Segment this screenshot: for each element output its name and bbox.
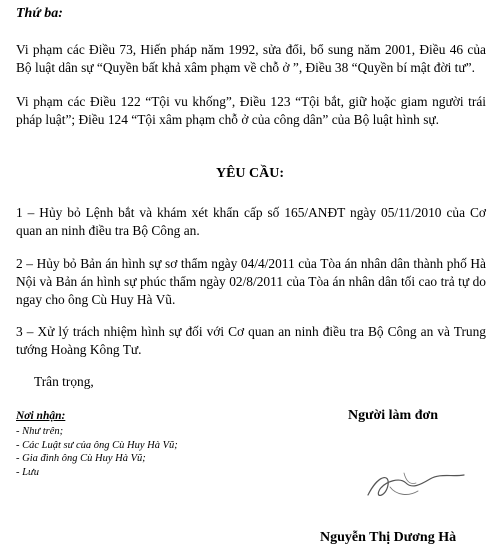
violation-paragraph-2: Vi phạm các Điều 122 “Tội vu khống”, Điều 123 “Tội bắt, giữ hoặc giam người trái pháp luật”; Điều 124 “Tội xâm phạm chỗ ở của công dân” của Bộ luật hình sự. [16,94,486,127]
recipients-list [16,425,178,479]
recipient-item: - Lưu [16,466,39,478]
signer-name: Nguyễn Thị Dương Hà [320,530,457,545]
signature-icon [360,455,470,510]
request-item-2: 2 – Hủy bỏ Bản án hình sự sơ thẩm ngày 04/4/2011 của Tòa án nhân dân thành phố Hà Nội và Bản án hình sự phúc thẩm ngày 02/8/2011 của Tòa án nhân dân tối cao trả tự do ngay cho ông Cù Huy Hà Vũ. [16,256,486,307]
request-item-1: 1 – Hủy bỏ Lệnh bắt và khám xét khẩn cấp số 165/ANĐT ngày 05/11/2010 của Cơ quan an ninh điều tra Bộ Công an. [16,205,486,238]
recipient-item: - Như trên; [16,426,64,437]
recipient-item: - Gia đình ông Cù Huy Hà Vũ; [16,453,146,464]
section-heading: Thứ ba: [16,6,63,21]
violation-paragraph-1: Vi phạm các Điều 73, Hiến pháp năm 1992, sửa đổi, bổ sung năm 2001, Điều 46 của Bộ luật dân sự “Quyền bất khả xâm phạm về chỗ ở ”, Điều 38 “Quyền bí mật đời tư”. [16,42,486,75]
request-item-3: 3 – Xử lý trách nhiệm hình sự đối với Cơ quan an ninh điều tra Bộ Công an và Trung tướng Hoàng Kông Tư. [16,324,486,357]
closing-line: Trân trọng, [34,374,94,389]
signer-label: Người làm đơn [348,408,439,423]
recipient-item: - Các Luật sư của ông Cù Huy Hà Vũ; [16,439,178,451]
requests-title: YÊU CẦU: [215,166,285,181]
recipients-title: Nơi nhận: [16,410,66,422]
